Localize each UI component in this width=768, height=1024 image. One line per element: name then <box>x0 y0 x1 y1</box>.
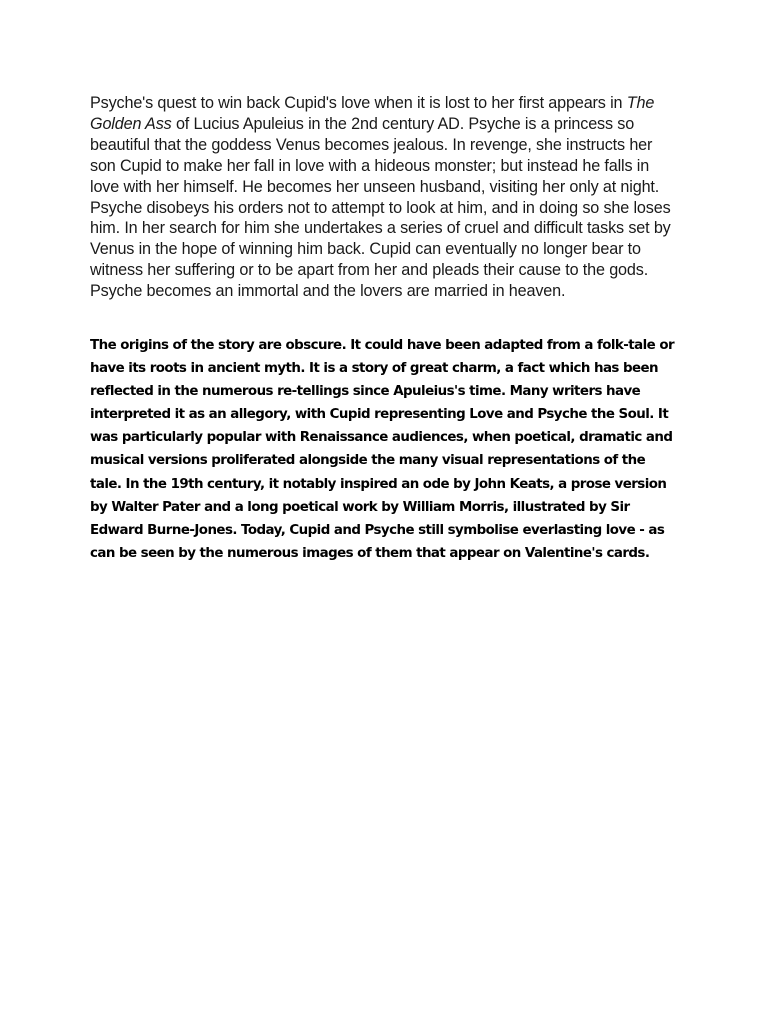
paragraph-1-body-text: of Lucius Apuleius in the 2nd century AD. Psyche is a princess so beautiful that the goddess Venus becomes jealous. In revenge, she instructs her son Cupid to make her fall in love with a hideous monster; but instead he falls in love with her himself. He becomes her unseen husband, visiting her only at night. Psyche disobeys his orders not to attempt to look at him, and in doing so she loses him. In her search for him she undertakes a series of cruel and difficult tasks set by Venus in the hope of winning him back. Cupid can eventually no longer bear to witness her suffering or to be apart from her and pleads their cause to the gods. Psyche becomes an immortal and the lovers are married in heaven. <box>90 114 671 301</box>
book-title-golden-ass: The Golden Ass <box>90 94 655 133</box>
paragraph-psyche-quest <box>90 93 680 302</box>
paragraph-1-intro-text: Psyche's quest to win back Cupid's love when it is lost to her first appears in <box>90 94 627 112</box>
paragraph-story-origins: The origins of the story are obscure. It could have been adapted from a folk-tale or have its roots in ancient myth. It is a story of great charm, a fact which has been reflected in the numerous re-tellings since Apuleius's time. Many writers have interpreted it as an allegory, with Cupid representing Love and Psyche the Soul. It was particularly popular with Renaissance audiences, when poetical, dramatic and musical versions proliferated alongside the many visual representations of the tale. In the 19th century, it notably inspired an ode by John Keats, a prose version by Walter Pater and a long poetical work by William Morris, illustrated by Sir Edward Burne-Jones. Today, Cupid and Psyche still symbolise everlasting love - as can be seen by the numerous images of them that appear on Valentine's cards. <box>90 338 675 561</box>
